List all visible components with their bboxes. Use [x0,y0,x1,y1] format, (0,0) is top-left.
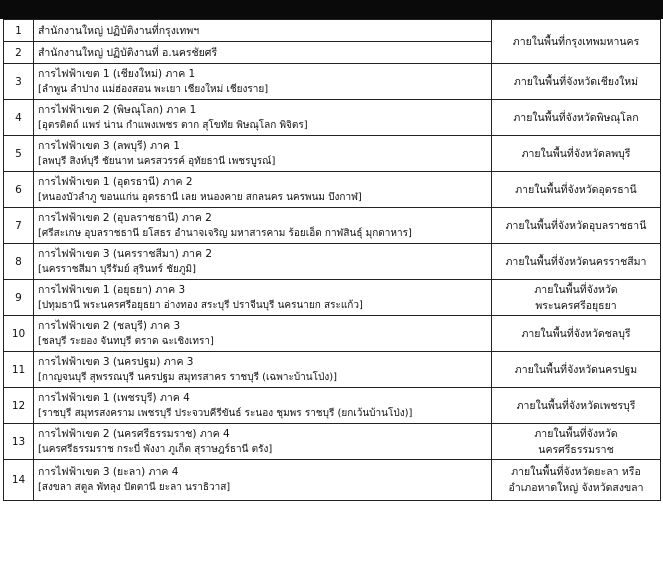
province-list: [อุตรดิตถ์ แพร่ น่าน กำแพงเพชร ตาก สุโขทัย พิษณุโลก พิจิตร] [38,119,308,131]
unit-cell [34,172,492,208]
unit-name: การไฟฟ้าเขต 2 (อุบลราชธานี) ภาค 2 [38,211,212,224]
province-list: [นครราชสีมา บุรีรัมย์ สุรินทร์ ชัยภูมิ] [38,263,196,275]
unit-name: การไฟฟ้าเขต 2 (ชลบุรี) ภาค 3 [38,319,181,332]
area-cell [492,316,661,352]
row-number: 10 [4,316,34,352]
unit-name: การไฟฟ้าเขต 2 (พิษณุโลก) ภาค 1 [38,103,197,116]
area-line: ภายในพื้นที่จังหวัดเชียงใหม่ [513,75,639,88]
area-cell [492,244,661,280]
header-bar [0,0,663,19]
area-cell [492,136,661,172]
area-line: ภายในพื้นที่จังหวัดอุบลราชธานี [505,219,647,232]
unit-name: การไฟฟ้าเขต 3 (ยะลา) ภาค 4 [38,466,179,478]
unit-cell [34,316,492,352]
area-line: ภายในพื้นที่จังหวัดลพบุรี [521,147,631,160]
row-number: 1 [4,20,34,42]
area-line: นครศรีธรรมราช [538,443,614,456]
unit-name: สำนักงานใหญ่ ปฏิบัติงานที่กรุงเทพฯ [38,24,200,37]
table-row [4,64,661,100]
unit-cell [34,388,492,424]
table-row [4,172,661,208]
unit-cell [34,244,492,280]
area-assignment-table [3,19,661,501]
table-row [4,136,661,172]
unit-name: การไฟฟ้าเขต 1 (เพชรบุรี) ภาค 4 [38,391,190,404]
unit-cell [34,42,492,64]
area-cell [492,20,661,64]
province-list: [หนองบัวลำภู ขอนแก่น อุดรธานี เลย หนองคาย สกลนคร นครพนม บึงกาฬ] [38,191,362,203]
unit-name: การไฟฟ้าเขต 3 (นครราชสีมา) ภาค 2 [38,247,212,260]
unit-cell [34,208,492,244]
table-row [4,316,661,352]
unit-cell [34,460,492,501]
table-row [4,388,661,424]
row-number: 5 [4,136,34,172]
area-cell [492,352,661,388]
province-list: [ศรีสะเกษ อุบลราชธานี ยโสธร อำนาจเจริญ มหาสารคาม ร้อยเอ็ด กาฬสินธุ์ มุกดาหาร] [38,227,412,239]
province-list: [นครศรีธรรมราช กระบี่ พังงา ภูเก็ต สุราษฎร์ธานี ตรัง] [38,443,273,455]
province-list: [กาญจนบุรี สุพรรณบุรี นครปฐม สมุทรสาคร ราชบุรี (เฉพาะบ้านโป่ง)] [38,371,338,383]
area-line: ภายในพื้นที่จังหวัดนครราชสีมา [505,255,647,268]
row-number: 8 [4,244,34,280]
province-list: [ชลบุรี ระยอง จันทบุรี ตราด ฉะเชิงเทรา] [38,335,214,347]
row-number: 6 [4,172,34,208]
unit-cell [34,64,492,100]
area-line: ภายในพื้นที่จังหวัดเพชรบุรี [516,399,636,412]
area-line: ภายในพื้นที่จังหวัดพิษณุโลก [513,111,639,124]
unit-cell [34,136,492,172]
area-line: ภายในพื้นที่จังหวัดนครปฐม [514,363,638,376]
unit-name: การไฟฟ้าเขต 1 (เชียงใหม่) ภาค 1 [38,67,196,80]
table-row [4,208,661,244]
province-list: [ปทุมธานี พระนครศรีอยุธยา อ่างทอง สระบุรี ปราจีนบุรี นครนายก สระแก้ว] [38,299,363,311]
area-cell [492,100,661,136]
area-cell [492,388,661,424]
area-cell [492,460,661,501]
area-line: ภายในพื้นที่จังหวัดอุดรธานี [515,183,637,196]
province-list: [ลำพูน ลำปาง แม่ฮ่องสอน พะเยา เชียงใหม่ เชียงราย] [38,83,269,95]
table-row [4,100,661,136]
unit-cell [34,424,492,460]
row-number: 13 [4,424,34,460]
area-cell [492,64,661,100]
area-line: พระนครศรีอยุธยา [535,299,617,312]
area-line: ภายในพื้นที่จังหวัดยะลา หรือ [511,466,641,478]
unit-cell [34,20,492,42]
unit-name: การไฟฟ้าเขต 2 (นครศรีธรรมราช) ภาค 4 [38,427,230,440]
row-number: 14 [4,460,34,501]
area-line: ภายในพื้นที่จังหวัด [534,283,618,296]
table-row [4,244,661,280]
table-row [4,424,661,460]
table-row [4,352,661,388]
province-list: [สงขลา สตูล พัทลุง ปัตตานี ยะลา นราธิวาส] [38,482,231,493]
row-number: 4 [4,100,34,136]
unit-cell [34,352,492,388]
area-cell [492,424,661,460]
area-cell [492,280,661,316]
unit-name: สำนักงานใหญ่ ปฏิบัติงานที่ อ.นครชัยศรี [38,46,218,59]
area-line: อำเภอหาดใหญ่ จังหวัดสงขลา [508,482,644,494]
area-cell [492,172,661,208]
row-number: 2 [4,42,34,64]
area-line: ภายในพื้นที่จังหวัด [534,427,618,440]
row-number: 11 [4,352,34,388]
area-line: ภายในพื้นที่กรุงเทพมหานคร [512,35,640,48]
unit-cell [34,100,492,136]
row-number: 9 [4,280,34,316]
table-row [4,460,661,501]
area-cell [492,208,661,244]
area-line: ภายในพื้นที่จังหวัดชลบุรี [521,327,631,340]
table-row [4,280,661,316]
unit-name: การไฟฟ้าเขต 1 (อยุธยา) ภาค 3 [38,283,186,296]
table-row [4,20,661,42]
unit-name: การไฟฟ้าเขต 3 (ลพบุรี) ภาค 1 [38,139,180,152]
unit-cell [34,280,492,316]
unit-name: การไฟฟ้าเขต 3 (นครปฐม) ภาค 3 [38,355,194,368]
row-number: 7 [4,208,34,244]
row-number: 12 [4,388,34,424]
province-list: [ราชบุรี สมุทรสงคราม เพชรบุรี ประจวบคีรีขันธ์ ระนอง ชุมพร ราชบุรี (ยกเว้นบ้านโป่ง)] [38,407,413,419]
province-list: [ลพบุรี สิงห์บุรี ชัยนาท นครสวรรค์ อุทัยธานี เพชรบูรณ์] [38,155,276,167]
row-number: 3 [4,64,34,100]
unit-name: การไฟฟ้าเขต 1 (อุดรธานี) ภาค 2 [38,175,193,188]
